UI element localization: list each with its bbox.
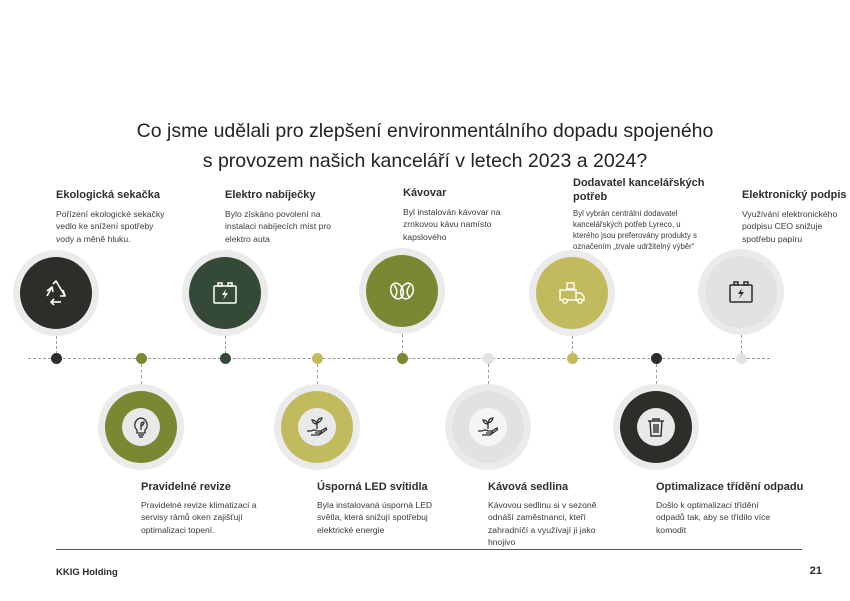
recycle-icon xyxy=(41,278,71,308)
page-number: 21 xyxy=(809,565,822,577)
connector xyxy=(402,334,403,354)
item-circle-kavovar xyxy=(359,248,445,334)
timeline-dot xyxy=(136,353,147,364)
connector xyxy=(317,364,318,384)
connector xyxy=(656,364,657,384)
timeline-dot xyxy=(397,353,408,364)
item-title-elektro-nabijecky: Elektro nabíječky xyxy=(225,189,316,201)
coffee-bean-icon xyxy=(386,275,418,307)
page-title-line-1: Co jsme udělali pro zlepšení environmentálního dopadu spojeného xyxy=(136,120,714,142)
delivery-truck-icon xyxy=(556,277,588,309)
trash-bin-icon xyxy=(643,414,669,440)
item-title-usporna-led: Úsporná LED svítidla xyxy=(317,481,428,493)
battery-icon xyxy=(210,278,240,308)
item-desc-ekologicka-sekacka: Pořízení ekologické sekačky vedlo ke snížení spotřeby vody a měně hluku. xyxy=(56,209,165,244)
item-title-kavovar: Kávovar xyxy=(403,187,447,199)
connector xyxy=(225,336,226,354)
connector xyxy=(56,336,57,354)
item-title-optimalizace: Optimalizace třídění odpadu xyxy=(656,481,804,493)
timeline-dot xyxy=(736,353,747,364)
item-desc-pravidelne-revize: Pravidelné revize klimatizací a servisy rámů oken zajišťují optimalizaci topení. xyxy=(141,500,257,535)
item-circle-kavova-sedlina xyxy=(445,384,531,470)
item-title-ekologicka-sekacka: Ekologická sekačka xyxy=(56,189,160,201)
item-title-elektronicky-podpis: Elektronický podpis xyxy=(742,189,847,201)
battery-icon xyxy=(726,277,756,307)
timeline-dot xyxy=(651,353,662,364)
item-circle-pravidelne-revize xyxy=(98,384,184,470)
item-circle-optimalizace xyxy=(613,384,699,470)
footer-divider xyxy=(56,549,802,550)
timeline-dot xyxy=(51,353,62,364)
connector xyxy=(572,336,573,354)
item-desc-usporna-led: Byla instalovaná úsporná LED světla, která snižují spotřebuj elektrické energie xyxy=(317,500,433,535)
connector xyxy=(488,364,489,384)
page-title-line-2: s provozem našich kanceláří v letech 2023 a 2024? xyxy=(202,150,648,172)
hand-plant-icon xyxy=(475,414,501,440)
item-title-pravidelne-revize: Pravidelné revize xyxy=(141,481,231,493)
item-circle-elektro-nabijecky xyxy=(182,250,268,336)
item-desc-kavovar: Byl instalován kávovar na zrnkovou kávu namísto kapslového xyxy=(403,207,501,242)
page-title xyxy=(0,116,850,176)
item-circle-usporna-led xyxy=(274,384,360,470)
item-desc-elektronicky-podpis: Využívání elektronického podpisu CEO snižuje spotřebu papíru xyxy=(742,209,838,244)
item-title-dodavatel: Dodavatel kancelářských potřeb xyxy=(573,177,705,203)
item-desc-optimalizace: Došlo k optimalizaci třídění odpadů tak, aby se třídilo více komodit xyxy=(656,500,771,535)
item-circle-ekologicka-sekacka xyxy=(13,250,99,336)
footer-company: KKIG Holding xyxy=(56,567,118,578)
connector xyxy=(741,335,742,354)
lightbulb-leaf-icon xyxy=(128,414,154,440)
item-desc-kavova-sedlina: Kávovou sedlinu si v sezoně odnáší zaměstnanci, kteří zahradníčí a využívají ji jako hnojivo xyxy=(488,500,597,547)
item-title-kavova-sedlina: Kávová sedlina xyxy=(488,481,569,493)
timeline-dot xyxy=(312,353,323,364)
timeline-dot xyxy=(483,353,494,364)
item-circle-dodavatel xyxy=(529,250,615,336)
item-desc-dodavatel: Byl vybrán centrální dodavatel kancelářských potřeb Lyreco, u kterého jsou preferovány produkty s označením „trvale udržitelný výběr“ xyxy=(573,209,697,251)
connector xyxy=(141,364,142,384)
item-desc-elektro-nabijecky: Bylo získáno povolení na instalaci nabíjecích míst pro elektro auta xyxy=(225,209,332,244)
timeline-dot xyxy=(567,353,578,364)
item-circle-elektronicky-podpis xyxy=(698,249,784,335)
timeline-dot xyxy=(220,353,231,364)
hand-plant-icon xyxy=(304,414,330,440)
